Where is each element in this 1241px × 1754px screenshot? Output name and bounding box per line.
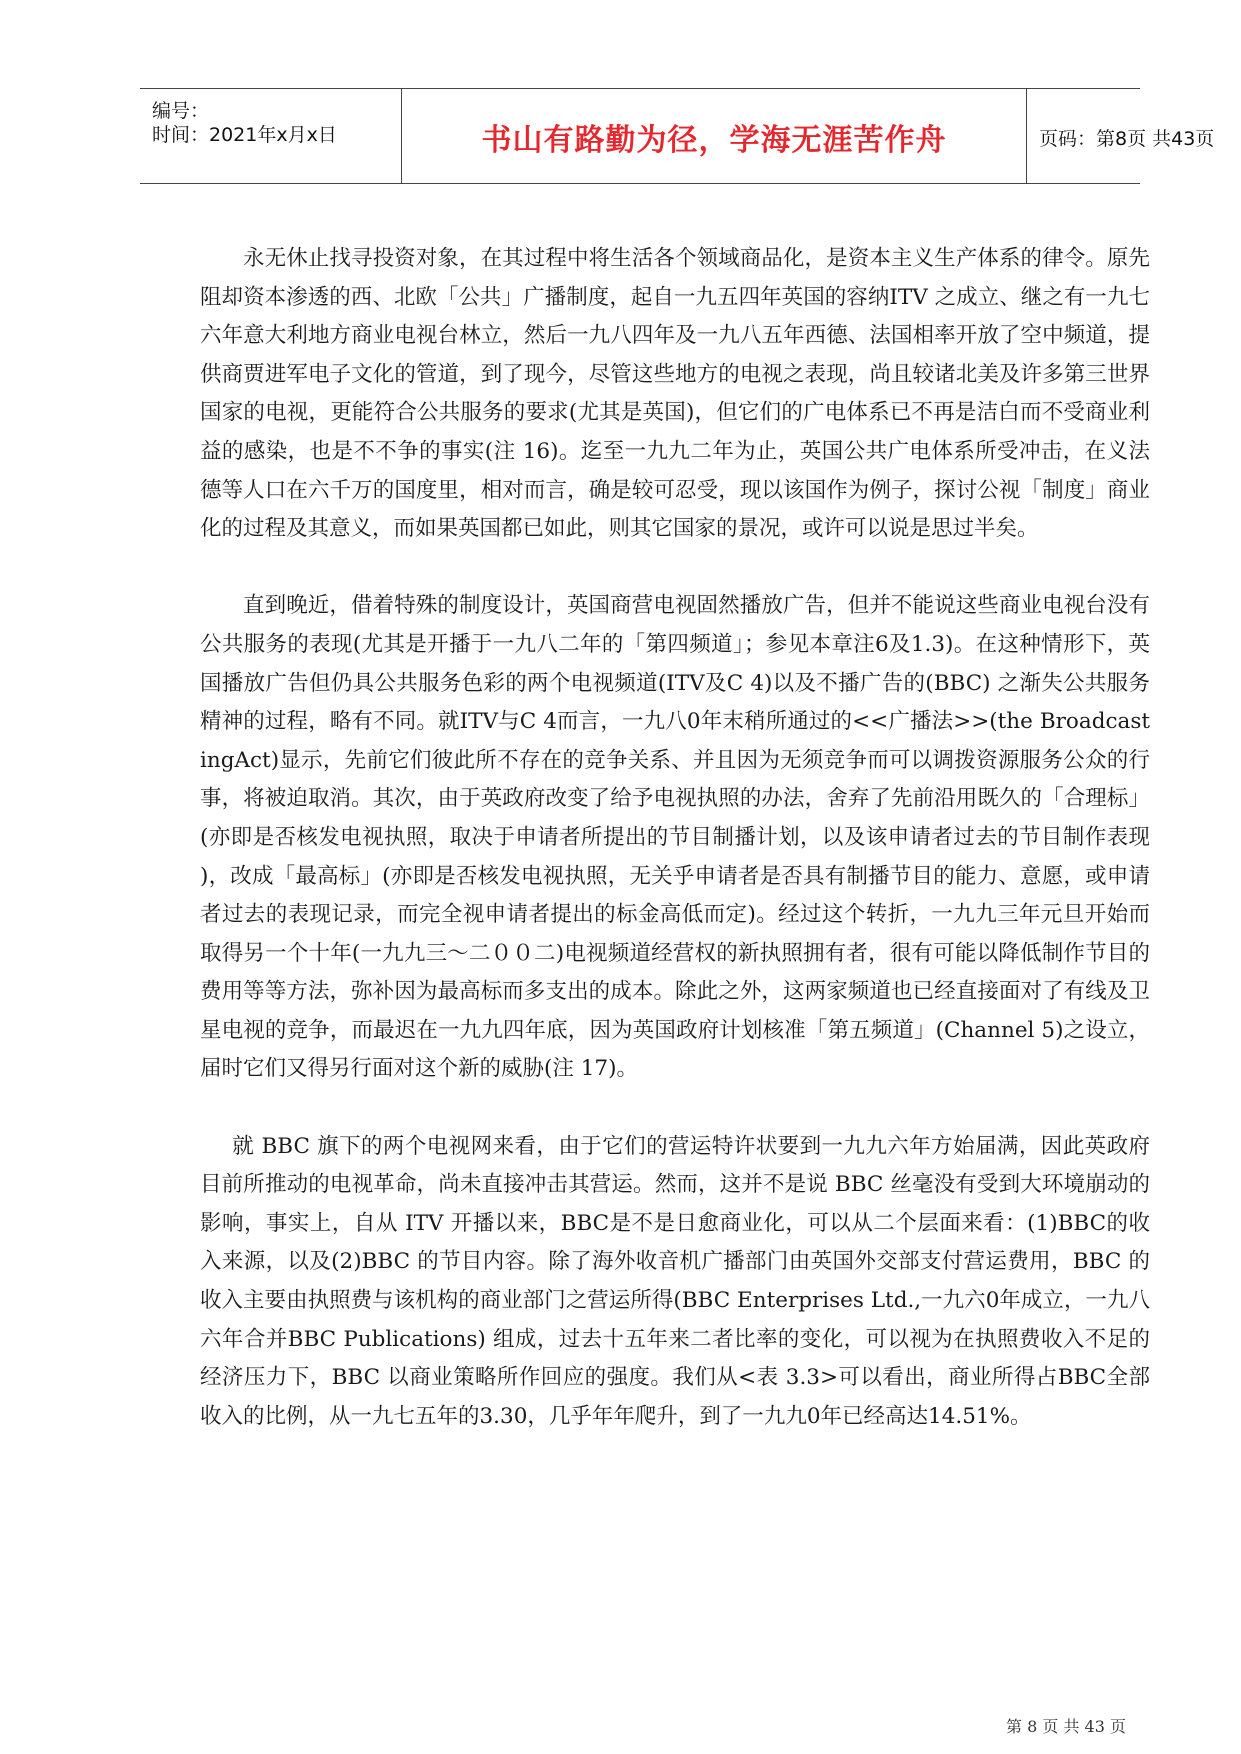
header-motto: 书山有路勤为径，学海无涯苦作舟 [481,123,947,158]
header-left-cell [140,89,402,183]
paragraph-3: 就 BBC 旗下的两个电视网来看，由于它们的营运特许状要到一九九六年方始届满，因此英政府目前所推动的电视革命，尚未直接冲击其营运。然而，这并不是说 BBC 丝毫没有受到大环境崩动的影响，事实上，自从 ITV 开播以来，BBC是不是日愈商业化，可以从二个层面来看：(1)BBC的收入来源，以及(2)BBC 的节目内容。除了海外收音机广播部门由英国外交部支付营运费用，BBC 的收入主要由执照费与该机构的商业部门之营运所得(BBC Enterprises Ltd.,一九六0年成立，一九八六年合并BBC Publications) 组成，过去十五年来二者比率的变化，可以视为在执照费收入不足的经济压力下，BBC 以商业策略所作回应的强度。我们从<表 3.3>可以看出，商业所得占BBC全部收入的比例，从一九七五年的3.30，几乎年年爬升，到了一九九0年已经高达14.51%。 [200,1133,1150,1429]
header-right-cell [1027,89,1215,183]
header-middle-cell [402,89,1027,183]
document-body [200,240,1150,1475]
header-page-info: 页码：第8页 共43页 [1039,128,1215,150]
page-footer: 第 8 页 共 43 页 [1006,1717,1126,1736]
document-time-label: 时间：2021年x月x日 [152,124,337,146]
document-number-label: 编号： [152,100,210,122]
paragraph-1: 永无休止找寻投资对象，在其过程中将生活各个领域商品化，是资本主义生产体系的律令。原先阻却资本渗透的西、北欧「公共」广播制度，起自一九五四年英国的容纳ITV 之成立、继之有一九七六年意大利地方商业电视台林立，然后一九八四年及一九八五年西德、法国相率开放了空中频道，提供商贾进军电子文化的管道，到了现今，尽管这些地方的电视之表现，尚且较诸北美及许多第三世界国家的电视，更能符合公共服务的要求(尤其是英国)，但它们的广电体系已不再是洁白而不受商业利益的感染，也是不不争的事实(注 16)。迄至一九九二年为止，英国公共广电体系所受冲击，在义法德等人口在六千万的国度里，相对而言，确是较可忍受，现以该国作为例子，探讨公视「制度」商业化的过程及其意义，而如果英国都已如此，则其它国家的景况，或许可以说是思过半矣。 [200,246,1150,542]
paragraph-2: 直到晚近，借着特殊的制度设计，英国商营电视固然播放广告，但并不能说这些商业电视台没有公共服务的表现(尤其是开播于一九八二年的「第四频道」；参见本章注6及1.3)。在这种情形下，英国播放广告但仍具公共服务色彩的两个电视频道(ITV及C 4)以及不播广告的(BBC) 之渐失公共服务精神的过程，略有不同。就ITV与C 4而言，一九八0年末稍所通过的<<广播法>>(the BroadcastingAct)显示，先前它们彼此所不存在的竞争关系、并且因为无须竞争而可以调拨资源服务公众的行事，将被迫取消。其次，由于英政府改变了给予电视执照的办法，舍弃了先前沿用既久的「合理标」(亦即是否核发电视执照，取决于申请者所提出的节目制播计划，以及该申请者过去的节目制作表现 )，改成「最高标」(亦即是否核发电视执照，无关乎申请者是否具有制播节目的能力、意愿，或申请者过去的表现记录，而完全视申请者提出的标金高低而定)。经过这个转折，一九九三年元旦开始而取得另一个十年(一九九三～二００二)电视频道经营权的新执照拥有者，很有可能以降低制作节目的费用等等方法，弥补因为最高标而多支出的成本。除此之外，这两家频道也已经直接面对了有线及卫星电视的竞争，而最迟在一九九四年底，因为英国政府计划核准「第五频道」(Channel 5)之设立，届时它们又得另行面对这个新的威胁(注 17)。 [200,593,1150,1082]
page-header [140,88,1215,184]
